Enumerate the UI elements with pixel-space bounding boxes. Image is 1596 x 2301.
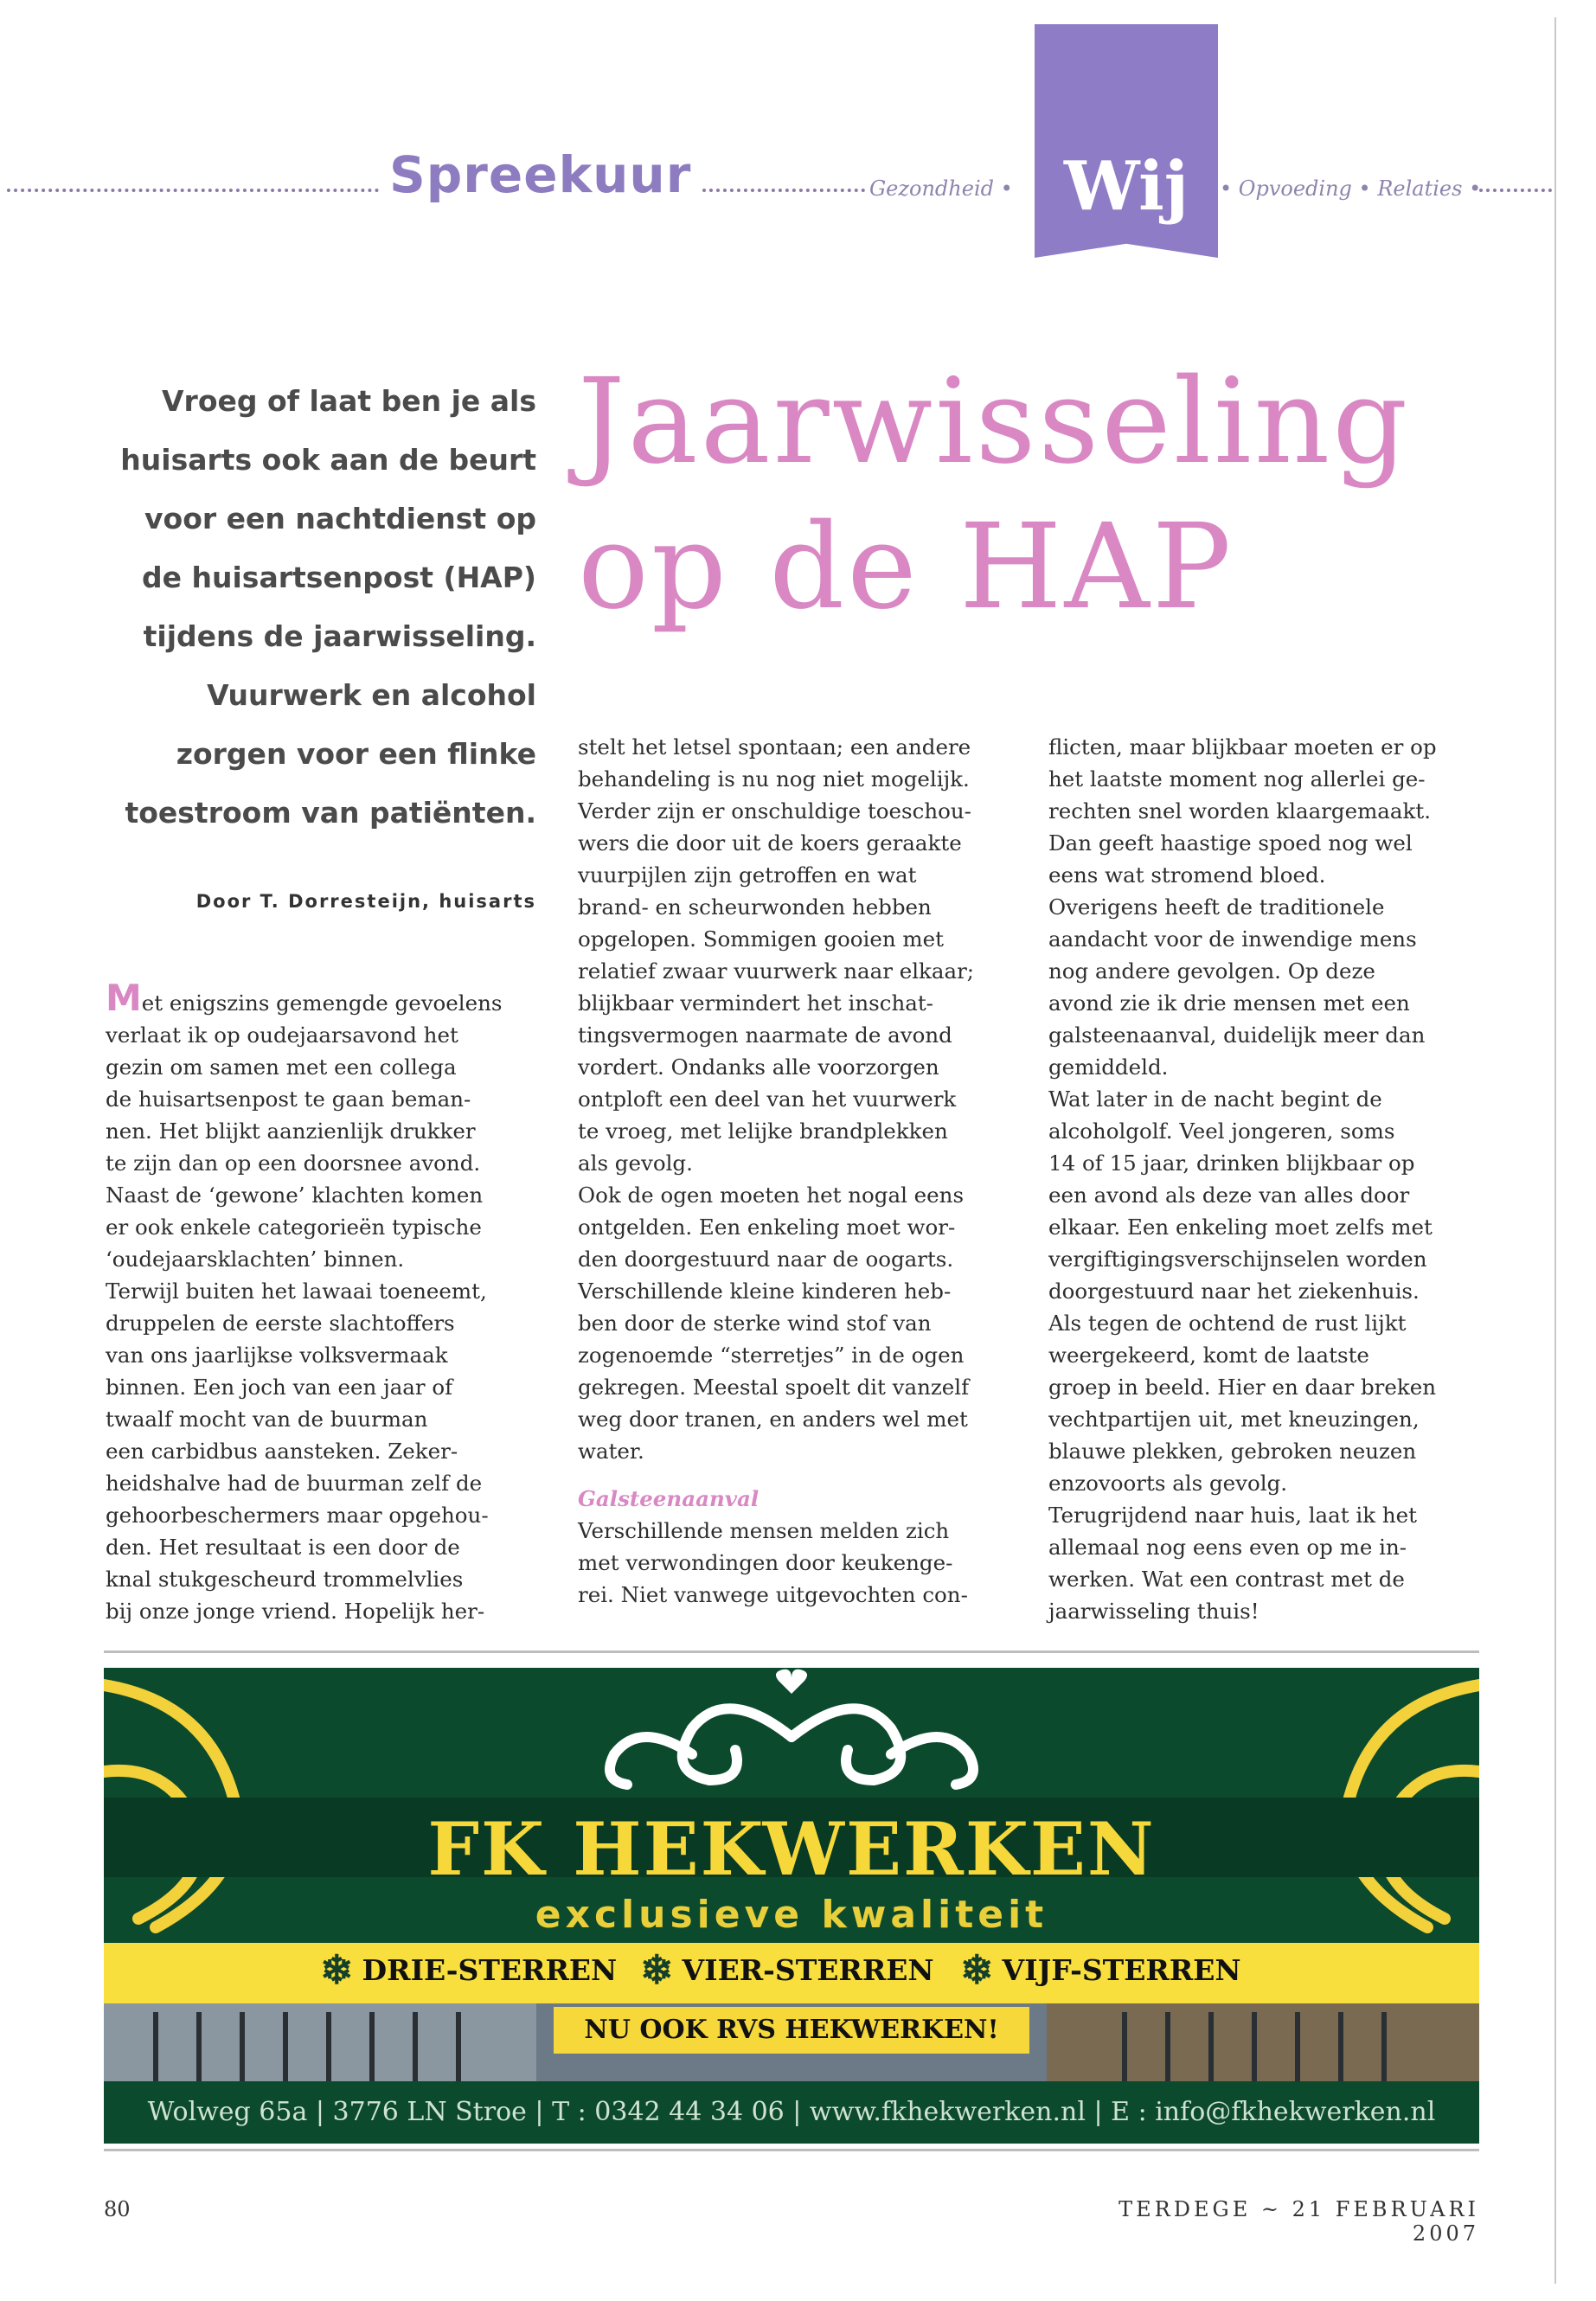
category-opvoeding-relaties [1220,176,1481,201]
text-line: werken. Wat een contrast met de [1048,1567,1405,1592]
text-line: Verschillende kleine kinderen heb- [578,1279,952,1304]
text-line: galsteenaanval, duidelijk meer dan [1048,1022,1426,1048]
star-rating-vier [640,1946,934,1993]
text-line-rest: et enigszins gemengde gevoelens [141,990,503,1016]
text-line: Overigens heeft de traditionele [1048,894,1385,920]
text-line: met verwondingen door keukenge- [578,1550,953,1575]
photo-left-sky [104,2003,536,2081]
text-line: alcoholgolf. Veel jongeren, soms [1048,1118,1395,1144]
text-line: avond zie ik drie mensen met een [1048,990,1410,1016]
ad-contact-line: Wolweg 65a | 3776 LN Stroe | T : 0342 44 34 06 | www.fkhekwerken.nl | E : info@fkhekwerken.nl [104,2081,1479,2144]
text-line: wers die door uit de koers geraakte [578,830,962,856]
text-line: eens wat stromend bloed. [1048,862,1326,888]
text-line: behandeling is nu nog niet mogelijk. [578,766,970,792]
snowflake-badge-icon: ❄ [640,1946,674,1993]
snowflake-badge-icon: ❄ [320,1946,354,1993]
text-line: enzovoorts als gevolg. [1048,1471,1288,1496]
page-edge [1554,17,1556,2284]
ornament-crest-right [792,1708,901,1780]
text-line: jaarwisseling thuis! [1048,1599,1259,1624]
header-dotted-rule-right [1479,189,1552,192]
star-rating-label: VIJF-STERREN [1002,1952,1241,1987]
text-line: gezin om samen met een collega [106,1054,457,1080]
text-line: den doorgestuurd naar de oogarts. [578,1247,954,1272]
star-rating-vijf [960,1946,1241,1993]
text-line: doorgestuurd naar het ziekenhuis. [1048,1279,1420,1304]
text-line: Als tegen de ochtend de rust lijkt [1048,1311,1407,1336]
text-line: weg door tranen, en anders wel met [578,1407,968,1432]
text-line: vordert. Ondanks alle voorzorgen [578,1054,939,1080]
text-line: gemiddeld. [1048,1054,1169,1080]
text-line: verlaat ik op oudejaarsavond het [106,1022,458,1048]
text-line: ontploft een deel van het vuurwerk [578,1086,957,1112]
text-line: gehoorbeschermers maar opgehou- [106,1503,489,1528]
text-line: gekregen. Meestal spoelt dit vanzelf [578,1375,970,1400]
text-line: heidshalve had de buurman zelf de [106,1471,483,1496]
article-intro: Vroeg of laat ben je als huisarts ook aan de beurt voor een nachtdienst op de huisartsenpost (HAP) tijdens de jaarwisseling. Vuurwerk en alcohol zorgen voor een flinke toestroom van patiënten. [120,384,536,830]
star-rating-label: DRIE-STERREN [362,1952,618,1987]
spacer [578,1467,1028,1483]
text-line: de huisartsenpost te gaan beman- [106,1086,471,1112]
text-line: Wat later in de nacht begint de [1048,1086,1382,1112]
photo-right-garden [1047,2003,1479,2081]
text-line: vechtpartijen uit, met kneuzingen, [1048,1407,1420,1432]
article-title-line-2: op de HAP [578,499,1234,636]
text-line: binnen. Een joch van een jaar of [106,1375,453,1400]
wij-tab-label: Wij [1063,147,1189,226]
text-line: Dan geeft haastige spoed nog wel [1048,830,1413,856]
text-line: Verschillende mensen melden zich [578,1518,950,1543]
text-line: weergekeerd, komt de laatste [1048,1343,1369,1368]
ad-brand-name: FK HEKWERKEN [427,1806,1156,1892]
text-line: Verder zijn er onschuldige toeschou- [578,798,971,824]
ornament-crest-left [683,1708,792,1780]
text-line: elkaar. Een enkeling moet zelfs met [1048,1215,1433,1240]
text-line: ben door de sterke wind stof van [578,1311,932,1336]
text-line: Ook de ogen moeten het nogal eens [578,1183,965,1208]
text-line [106,977,538,1019]
text-line: relatief zwaar vuurwerk naar elkaar; [578,958,975,984]
text-line: knal stukgescheurd trommelvlies [106,1567,464,1592]
text-line: Naast de ‘gewone’ klachten komen [106,1183,484,1208]
text-line: te zijn dan op een doorsnee avond. [106,1150,481,1176]
text-line: ontgelden. Een enkeling moet wor- [578,1215,956,1240]
text-line: groep in beeld. Hier en daar breken [1048,1375,1436,1400]
category-label: Opvoeding [1238,176,1352,201]
text-line: bij onze jonge vriend. Hopelijk her- [106,1599,485,1624]
text-line: aandacht voor de inwendige mens [1048,926,1417,952]
publication-line: TERDEGE ~ 21 FEBRUARI 2007 [1118,2197,1479,2246]
ad-tagline: exclusieve kwaliteit [535,1893,1048,1937]
text-line: ‘oudejaarsklachten’ binnen. [106,1247,405,1272]
text-line: als gevolg. [578,1150,693,1176]
text-line: 14 of 15 jaar, drinken blijkbaar op [1048,1150,1415,1176]
text-line: zogenoemde “sterretjes” in de ogen [578,1343,965,1368]
text-line: allemaal nog eens even op me in- [1048,1535,1407,1560]
text-line: nen. Het blijkt aanzienlijk drukker [106,1118,476,1144]
ad-bottom-rule [104,2149,1479,2151]
page-number: 80 [104,2197,131,2221]
snowflake-badge-icon: ❄ [960,1946,994,1993]
text-line: te vroeg, met lelijke brandplekken [578,1118,948,1144]
text-line: druppelen de eerste slachtoffers [106,1311,455,1336]
text-line: water. [578,1439,644,1464]
text-line: een carbidbus aansteken. Zeker- [106,1439,458,1464]
text-line: blijkbaar vermindert het inschat- [578,990,933,1016]
ad-rvs-banner: NU OOK RVS HEKWERKEN! [554,2007,1029,2054]
text-line: van ons jaarlijkse volksvermaak [106,1343,448,1368]
advertisement-fk-hekwerken [104,1668,1479,2144]
category-separator: • [1000,176,1013,201]
text-line: brand- en scheurwonden hebben [578,894,932,920]
text-line: den. Het resultaat is een door de [106,1535,460,1560]
text-line: vergiftigingsverschijnselen worden [1048,1247,1427,1272]
star-rating-drie [320,1946,618,1993]
category-gezondheid [869,176,1013,201]
article-column-3 [1048,731,1516,1627]
text-line: tingsvermogen naarmate de avond [578,1022,952,1048]
category-separator: • [1358,176,1371,201]
category-label: Gezondheid [869,176,994,201]
text-line: een avond als deze van alles door [1048,1183,1410,1208]
text-line: er ook enkele categorieën typische [106,1215,482,1240]
text-line: twaalf mocht van de buurman [106,1407,428,1432]
subheading: Galsteenaanval [578,1486,760,1511]
article-column-1 [106,977,538,1627]
text-line: vuurpijlen zijn getroffen en wat [578,862,917,888]
header-dotted-rule-left [7,189,379,192]
ornament-heart [776,1670,807,1694]
header-dotted-rule-mid [702,189,865,192]
category-separator: • [1220,176,1233,201]
text-line: opgelopen. Sommigen gooien met [578,926,944,952]
text-line: stelt het letsel spontaan; een andere [578,734,971,760]
text-line: flicten, maar blijkbaar moeten er op [1048,734,1437,760]
article-column-2 [578,731,1028,1611]
ad-top-rule [104,1650,1479,1653]
text-line: het laatste moment nog allerlei ge- [1048,766,1426,792]
text-line: rei. Niet vanwege uitgevochten con- [578,1582,968,1607]
text-line: Terugrijdend naar huis, laat ik het [1048,1503,1417,1528]
text-line: nog andere gevolgen. Op deze [1048,958,1375,984]
category-separator: • [1469,176,1482,201]
star-rating-label: VIER-STERREN [682,1952,934,1987]
text-line: blauwe plekken, gebroken neuzen [1048,1439,1417,1464]
text-line: Terwijl buiten het lawaai toeneemt, [106,1279,487,1304]
text-line: rechten snel worden klaargemaakt. [1048,798,1431,824]
category-label: Relaties [1377,176,1463,201]
article-title-line-1: Jaarwisseling [578,354,1411,490]
article-byline: Door T. Dorresteijn, huisarts [195,891,536,912]
drop-cap: M [106,977,142,1019]
section-title: Spreekuur [389,145,692,204]
